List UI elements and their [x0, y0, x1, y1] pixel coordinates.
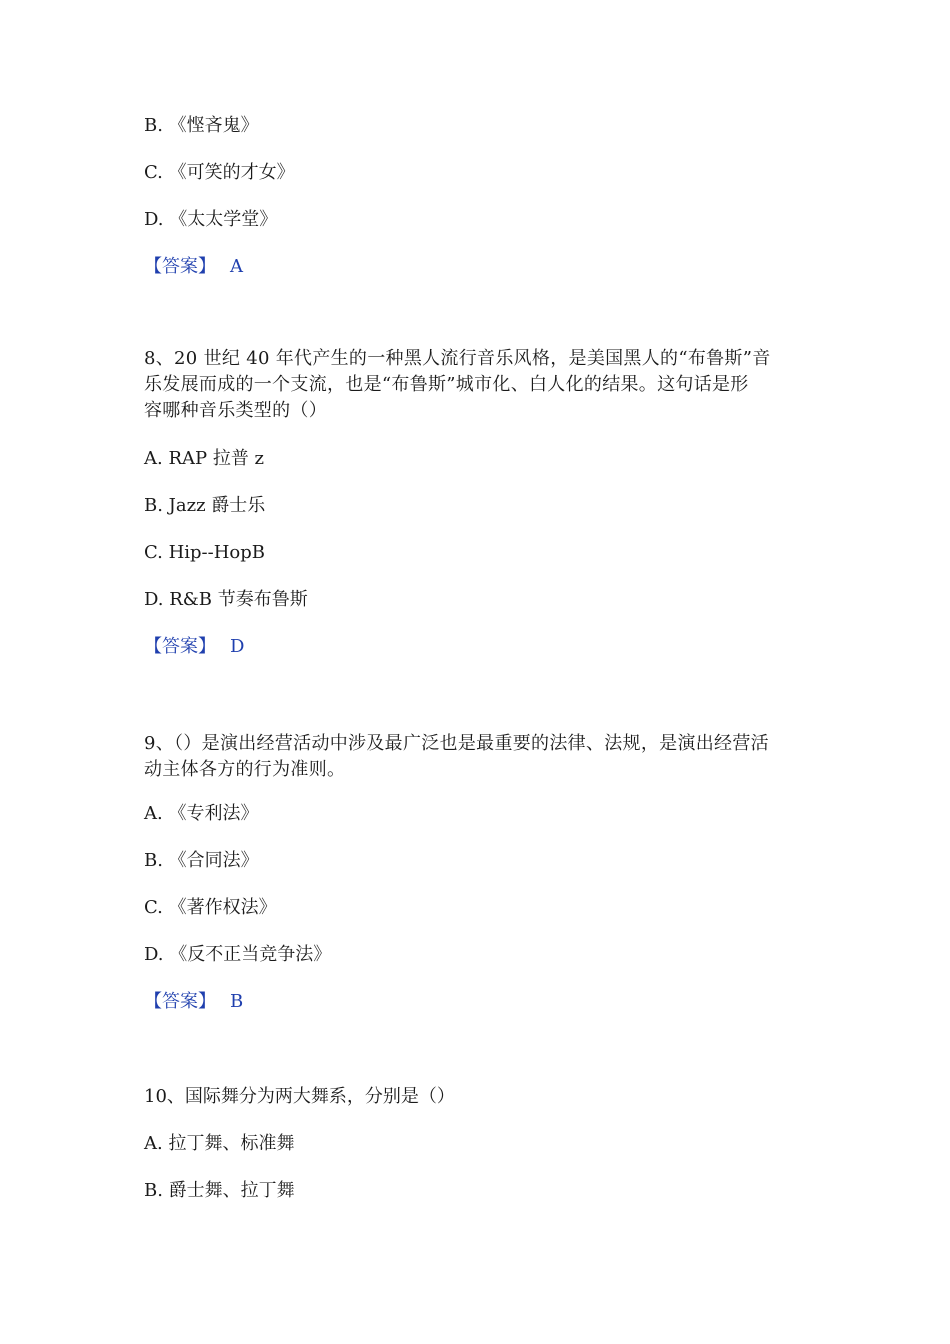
q9-option-a: A. 《专利法》	[144, 803, 259, 824]
q9-option-d: D. 《反不正当竞争法》	[144, 944, 332, 965]
q9-stem-line: 9、（）是演出经营活动中涉及最广泛也是最重要的法律、法规，是演出经营活	[144, 733, 769, 754]
q7-option-c: C. 《可笑的才女》	[144, 162, 295, 183]
q8-stem-line: 容哪种音乐类型的（）	[144, 400, 327, 421]
q7-option-b: B. 《悭吝鬼》	[144, 115, 259, 136]
q9-option-c: C. 《著作权法》	[144, 897, 277, 918]
q10-option-b: B. 爵士舞、拉丁舞	[144, 1180, 295, 1201]
q8-option-b: B. Jazz 爵士乐	[144, 495, 266, 516]
q7-answer	[144, 255, 243, 279]
q8-stem-line: 8、20 世纪 40 年代产生的一种黑人流行音乐风格，是美国黑人的“布鲁斯”音	[144, 348, 771, 369]
answer-value: B	[230, 991, 244, 1012]
answer-label: 【答案】	[144, 256, 216, 277]
q7-option-d: D. 《太太学堂》	[144, 209, 278, 230]
q10-stem: 10、国际舞分为两大舞系，分别是（）	[144, 1086, 455, 1107]
q9-stem	[144, 731, 804, 783]
q9-answer	[144, 990, 243, 1014]
q8-option-a: A. RAP 拉普 z	[144, 448, 265, 469]
answer-label: 【答案】	[144, 991, 216, 1012]
q8-stem	[144, 346, 804, 424]
q8-option-d: D. R&B 节奏布鲁斯	[144, 589, 308, 610]
q8-answer	[144, 635, 244, 659]
q9-option-b: B. 《合同法》	[144, 850, 259, 871]
answer-value: D	[230, 636, 245, 657]
q10-option-a: A. 拉丁舞、标准舞	[144, 1133, 295, 1154]
q9-stem-line: 动主体各方的行为准则。	[144, 759, 346, 780]
answer-label: 【答案】	[144, 636, 216, 657]
q8-option-c: C. Hip--HopB	[144, 542, 265, 563]
answer-value: A	[230, 256, 243, 277]
q8-stem-line: 乐发展而成的一个支流，也是“布鲁斯”城市化、白人化的结果。这句话是形	[144, 374, 749, 395]
